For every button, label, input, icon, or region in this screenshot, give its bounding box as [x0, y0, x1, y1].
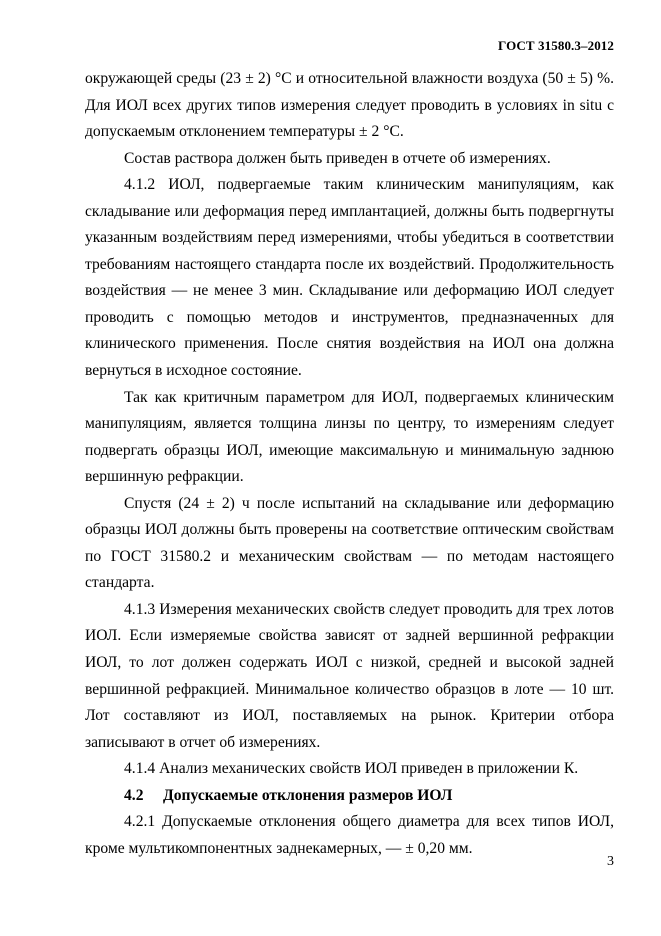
paragraph-4-2-1: 4.2.1 Допускаемые отклонения общего диаметра для всех типов ИОЛ, кроме мультикомпонентных заднекамерных, — ± 0,20 мм. — [85, 813, 614, 857]
paragraph-critical-parameter: Так как критичным параметром для ИОЛ, подвергаемых клиническим манипуляциям, является толщина линзы по центру, то измерениям следует подвергать образцы ИОЛ, имеющие максимальную и минимальную заднюю вершинную рефракции. — [85, 388, 614, 486]
section-title: Допускаемые отклонения размеров ИОЛ — [163, 786, 453, 804]
section-heading — [85, 783, 614, 810]
standard-header: ГОСТ 31580.3–2012 — [498, 38, 614, 53]
page-number: 3 — [607, 854, 614, 869]
paragraph-continuation: окружающей среды (23 ± 2) °С и относительной влажности воздуха (50 ± 5) %. Для ИОЛ всех других типов измерения следует проводить в условиях in situ с допускаемым отклонением температуры ± 2 °С. — [85, 70, 614, 141]
paragraph-4-1-3: 4.1.3 Измерения механических свойств следует проводить для трех лотов ИОЛ. Если измеряемые свойства зависят от задней вершинной рефракции ИОЛ, то лот должен содержать ИОЛ с низкой, средней и высокой задней вершинной рефракцией. Минимальное количество образцов в лоте — 10 шт. Лот составляют из ИОЛ, поставляемых на рынок. Критерии отбора записывают в отчет об измерениях. — [85, 600, 614, 751]
section-number: 4.2 — [124, 786, 144, 804]
body-text — [85, 66, 614, 862]
paragraph-4-1-2: 4.1.2 ИОЛ, подвергаемые таким клиническим манипуляциям, как складывание или деформация перед имплантацией, должны быть подвергнуты указанным воздействиям перед измерениями, чтобы убедиться в соответствии требованиям настоящего стандарта после их воздействий. Продолжительность воздействия — не менее 3 мин. Складывание или деформацию ИОЛ следует проводить с помощью методов и инструментов, предназначенных для клинического применения. После снятия воздействия на ИОЛ она должна вернуться в исходное состояние. — [85, 176, 614, 380]
paragraph-4-1-4: 4.1.4 Анализ механических свойств ИОЛ приведен в приложении К. — [124, 760, 579, 778]
paragraph-solution: Состав раствора должен быть приведен в отчете об измерениях. — [124, 149, 551, 167]
paragraph-after-testing: Спустя (24 ± 2) ч после испытаний на складывание или деформацию образцы ИОЛ должны быть проверены на соответствие оптическим свойствам по ГОСТ 31580.2 и механическим свойствам — по методам настоящего стандарта. — [85, 494, 614, 592]
